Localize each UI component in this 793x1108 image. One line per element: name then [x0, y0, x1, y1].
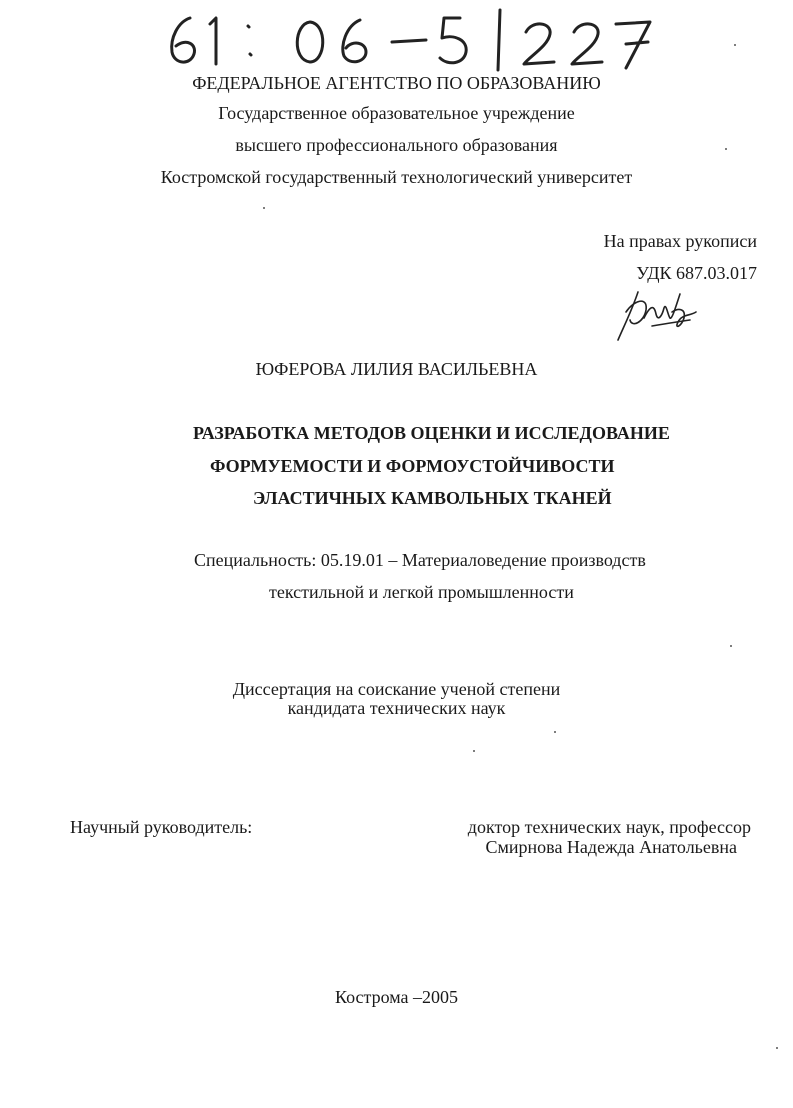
handwritten-archive-number	[160, 4, 680, 74]
manuscript-rights: На правах рукописи	[603, 231, 757, 251]
scan-speck	[554, 731, 556, 733]
scan-speck	[776, 1047, 778, 1049]
institution-line-1: Государственное образовательное учреждение	[218, 103, 575, 123]
specialty-line-1: Специальность: 05.19.01 – Материаловедение производств	[194, 550, 646, 570]
agency-name: ФЕДЕРАЛЬНОЕ АГЕНТСТВО ПО ОБРАЗОВАНИЮ	[192, 73, 601, 93]
scan-speck	[730, 645, 732, 647]
city-year: Кострома –2005	[334, 987, 459, 1007]
author-name: ЮФЕРОВА ЛИЛИЯ ВАСИЛЬЕВНА	[255, 359, 538, 379]
scan-speck	[725, 148, 727, 150]
degree-line-2: кандидата технических наук	[287, 698, 506, 718]
scan-speck	[473, 750, 475, 752]
university-name: Костромской государственный технологический университет	[160, 167, 633, 187]
thesis-title-line-2: ФОРМУЕМОСТИ И ФОРМОУСТОЙЧИВОСТИ	[210, 456, 615, 476]
specialty-line-2: текстильной и легкой промышленности	[269, 582, 574, 602]
supervisor-rank: доктор технических наук, профессор	[467, 817, 751, 837]
udc-code: УДК 687.03.017	[636, 263, 757, 283]
scan-speck	[734, 44, 736, 46]
signature	[612, 282, 702, 344]
thesis-title-line-3: ЭЛАСТИЧНЫХ КАМВОЛЬНЫХ ТКАНЕЙ	[253, 488, 612, 508]
supervisor-label: Научный руководитель:	[70, 817, 253, 837]
degree-line-1: Диссертация на соискание ученой степени	[232, 679, 561, 699]
thesis-title-line-1: РАЗРАБОТКА МЕТОДОВ ОЦЕНКИ И ИССЛЕДОВАНИЕ	[193, 423, 670, 443]
supervisor-name: Смирнова Надежда Анатольевна	[485, 837, 737, 857]
institution-line-2: высшего профессионального образования	[235, 135, 558, 155]
scan-speck	[263, 207, 265, 209]
